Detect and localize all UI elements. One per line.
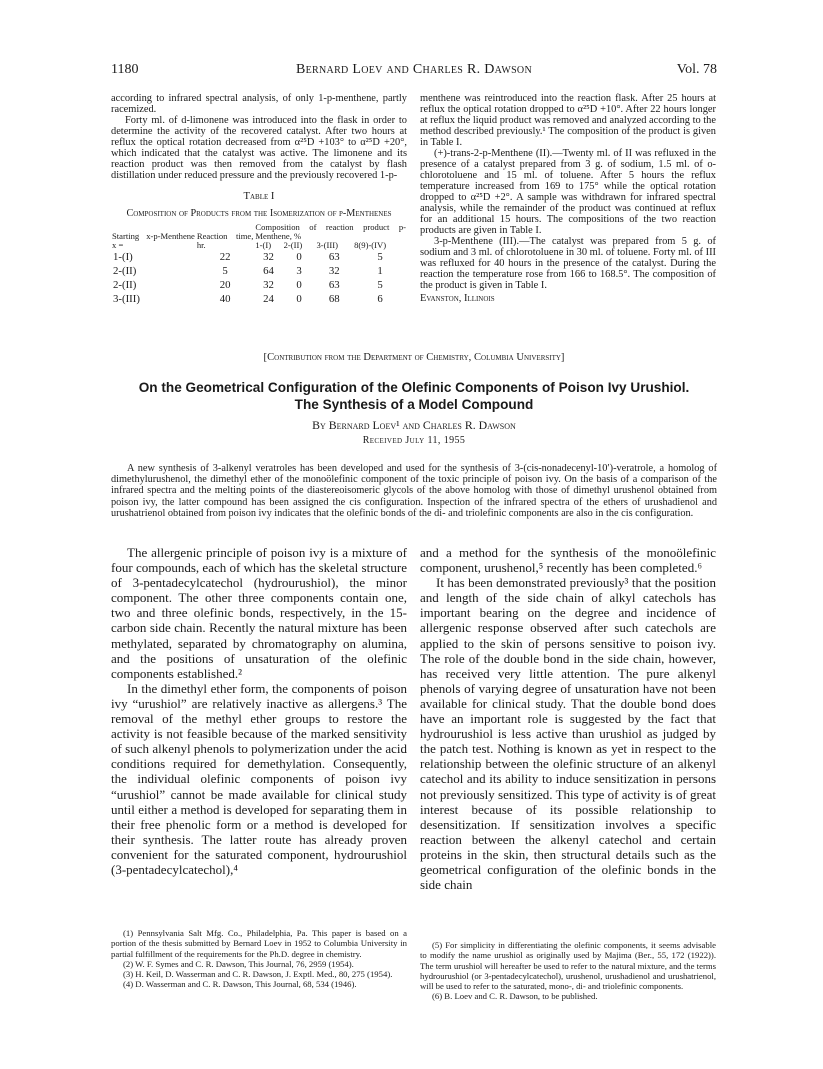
page-header — [111, 62, 717, 80]
table-cell: 68 — [328, 292, 340, 305]
table-cell: 1 — [377, 264, 383, 277]
composition-table — [111, 223, 407, 306]
table-cell: 40 — [219, 292, 231, 305]
footnotes-right — [420, 940, 716, 1002]
paragraph: menthene was reintroduced into the reaction flask. After 25 hours at reflux the optical rotation dropped to α²⁵D +10°. After 22 hours longer at reflux the liquid product was removed and analyzed according to the method described previously.¹ The composition of the product is given in Table I. — [420, 93, 716, 148]
author-line: By Bernard Loev¹ and Charles R. Dawson — [312, 418, 516, 432]
volume-label: Vol. 78 — [676, 62, 717, 77]
table-row — [111, 264, 407, 278]
table-cell: 0 — [296, 250, 302, 263]
paragraph: In the dimethyl ether form, the components of poison ivy “urushiol” are relatively inactive as allergens.³ The removal of the methyl ether groups to restore the activity is not feasible because of the marked sensitivity of such alkenyl phenols to polymerization under the acid conditions required for demethylation. Consequently, the individual olefinic components of poison ivy “urushiol” cannot be made available for clinical study until either a method is developed for separating them in their free phenolic form or a method is developed for their synthesis. The latter route has already proven convenient for the saturated component, hydrourushiol (3-pentadecylcatechol),⁴ — [111, 680, 407, 877]
table-cell: 32 — [328, 264, 340, 277]
table-cell: 63 — [328, 250, 340, 263]
footnotes-left — [111, 928, 407, 990]
footnote: (5) For simplicity in differentiating the olefinic components, it seems advisable to modify the name urushiol as originally used by Majima (Ber., 55, 172 (1922)). The term urushiol will hereafter be used to refer to the natural mixture, and the terms hydrourushiol (or 3-pentadecylcatechol), urushenol, urushadienol and urushatrienol, will be used to refer to the saturated, mono-, di- and triolefinic components. — [420, 940, 716, 992]
table-header: 2-(II) — [283, 240, 303, 250]
abstract: A new synthesis of 3-alkenyl veratroles has been developed and used for the synthesis of 3-(cis-nonadecenyl-10′)-veratrole, a homolog of dimethylurushenol, the dimethyl ether of the monoölefinic component of the toxic principle of poison ivy. On the basis of a comparison of the infrared spectra and the melting points of the diastereoisomeric glycols of the above homolog with those of dimethyl urushenol obtained from poison ivy, the latter compound has been assigned the cis configuration. Inspection of the infrared spectra of the ethers of urushadienol and urushatrienol obtained from poison ivy indicates that the olefinic bonds of the di- and triolefinic components are also in the cis configuration. — [111, 463, 717, 519]
table-cell: 5 — [377, 278, 383, 291]
paragraph: according to infrared spectral analysis, of only 1-p-menthene, partly racemized. — [111, 93, 407, 115]
table-header: 8(9)-(IV) — [354, 240, 387, 250]
footnote: (6) B. Loev and C. R. Dawson, to be published. — [432, 991, 598, 1002]
table-row — [111, 292, 407, 306]
table-caption: Composition of Products from the Isomerization of p-Menthenes — [126, 208, 392, 219]
table-cell: 63 — [328, 278, 340, 291]
article-title — [96, 379, 732, 413]
table-row — [111, 250, 407, 264]
article-title-line: On the Geometrical Configuration of the Olefinic Components of Poison Ivy Urushiol. — [138, 380, 690, 395]
body-left-column — [111, 545, 407, 877]
table-title: Table I — [243, 191, 275, 202]
received-date: Received July 11, 1955 — [362, 435, 466, 446]
table-header: Reaction time, hr. — [196, 231, 254, 250]
table-cell: 24 — [263, 292, 274, 305]
table-row — [111, 278, 407, 292]
table-header: 3-(III) — [316, 240, 338, 250]
table-cell: 32 — [263, 278, 274, 291]
running-head: Bernard Loev and Charles R. Dawson — [296, 62, 532, 77]
footnote: (1) Pennsylvania Salt Mfg. Co., Philadelphia, Pa. This paper is based on a portion of the thesis submitted by Bernard Loev in 1952 to Columbia University in partial fulfillment of the requirements for the Ph.D. degree in chemistry. — [111, 928, 407, 959]
table-cell: 2-(II) — [113, 264, 137, 277]
paragraph: Forty ml. of d-limonene was introduced into the flask in order to determine the activity of the recovered catalyst. After two hours at reflux the optical rotation decreased from α²⁵D +103° to α²⁵D +20°, which indicated that the catalyst was active. The limonene and its reaction product was then removed from the catalyst by flash distillation under reduced pressure and the previously recovered 1-p- — [111, 115, 407, 181]
footnote: (2) W. F. Symes and C. R. Dawson, This Journal, 76, 2959 (1954). — [123, 958, 354, 969]
affiliation: Evanston, Illinois — [420, 293, 495, 304]
footnote: (3) H. Keil, D. Wasserman and C. R. Dawson, J. Exptl. Med., 80, 275 (1954). — [123, 969, 393, 980]
paragraph: The allergenic principle of poison ivy is a mixture of four compounds, each of which has the skeletal structure of 3-pentadecylcatechol (hydrourushiol), the minor component. The other three components contain one, two and three olefinic bonds, respectively, in the 15-carbon side chain. Recently the natural mixture has been methylated, separated by chromatography on alumina, and the positions of unsaturation of the olefinic components established.² — [111, 545, 407, 681]
table-cell: 5 — [222, 264, 228, 277]
table-cell: 22 — [219, 250, 231, 263]
table-cell: 2-(II) — [113, 278, 137, 291]
table-cell: 3 — [296, 264, 302, 277]
page-number: 1180 — [111, 62, 139, 77]
table-cell: 32 — [263, 250, 274, 263]
table-cell: 0 — [296, 278, 302, 291]
table-cell: 6 — [377, 292, 383, 305]
table-cell: 1-(I) — [113, 250, 133, 263]
table-header: 1-(I) — [255, 240, 272, 250]
table-header: Starting x-p-Menthene x = — [112, 231, 195, 250]
paragraph: and a method for the synthesis of the monoölefinic component, urushenol,⁵ recently has been completed.⁶ — [420, 545, 716, 576]
table-cell: 5 — [377, 250, 383, 263]
table-cell: 64 — [263, 264, 274, 277]
table-header-group: Composition of reaction product p-Menthene, % — [255, 222, 406, 241]
footnote: (4) D. Wasserman and C. R. Dawson, This Journal, 68, 534 (1946). — [123, 979, 357, 990]
table-cell: 20 — [219, 278, 231, 291]
table-cell: 3-(III) — [113, 292, 140, 305]
prev-article-left-column — [111, 93, 407, 306]
prev-article-right-column — [420, 93, 716, 304]
table-cell: 0 — [296, 292, 302, 305]
body-right-column — [420, 545, 716, 892]
article-title-line: The Synthesis of a Model Compound — [294, 397, 534, 412]
paragraph: 3-p-Menthene (III).—The catalyst was prepared from 5 g. of sodium and 3 ml. of chlorotoluene in 30 ml. of toluene. Forty ml. of III was refluxed for 40 hours in the presence of the catalyst. During the reaction the temperature rose from 166 to 168.5°. The composition of the product is given in Table I. — [420, 236, 716, 291]
paragraph: (+)-trans-2-p-Menthene (II).—Twenty ml. of II was refluxed in the presence of a catalyst prepared from 3 g. of sodium, 1.5 ml. of o-chlorotoluene and 15 ml. of toluene. After 5 hours the reflux temperature increased from 169 to 175° while the optical rotation dropped to α²⁵D +2°. A sample was withdrawn for infrared spectral analysis, while the remainder of the product was continued at reflux for an additional 15 hours. The compositions of the two reaction products are given in Table I. — [420, 148, 716, 236]
contribution-line: [Contribution from the Department of Chemistry, Columbia University] — [263, 352, 565, 363]
paragraph: It has been demonstrated previously³ that the position and length of the side chain of alkyl catechols has important bearing on the degree and incidence of allergenic response observed after such catechols are applied to the skin of persons sensitive to poison ivy. The role of the double bond in the side chain, however, has received very little attention. The pure alkenyl phenols of varying degree of unsaturation have not been available for clinical study. That the double bond does have an important role is suggested by the fact that hydrourushiol is less active than urushiol as judged by the patch test. Nothing is known as yet in respect to the relationship between the olefinic structure of an alkenyl catechol and its ability to induce sensitization in persons not previously sensitized. This type of activity is of great interest because of its possible relationship to desensitization. If sensitization involves a specific reaction between the alkenyl catechol and certain proteins in the skin, then structural details such as the geometrical configuration of the olefinic bonds in the side chain — [420, 575, 716, 893]
